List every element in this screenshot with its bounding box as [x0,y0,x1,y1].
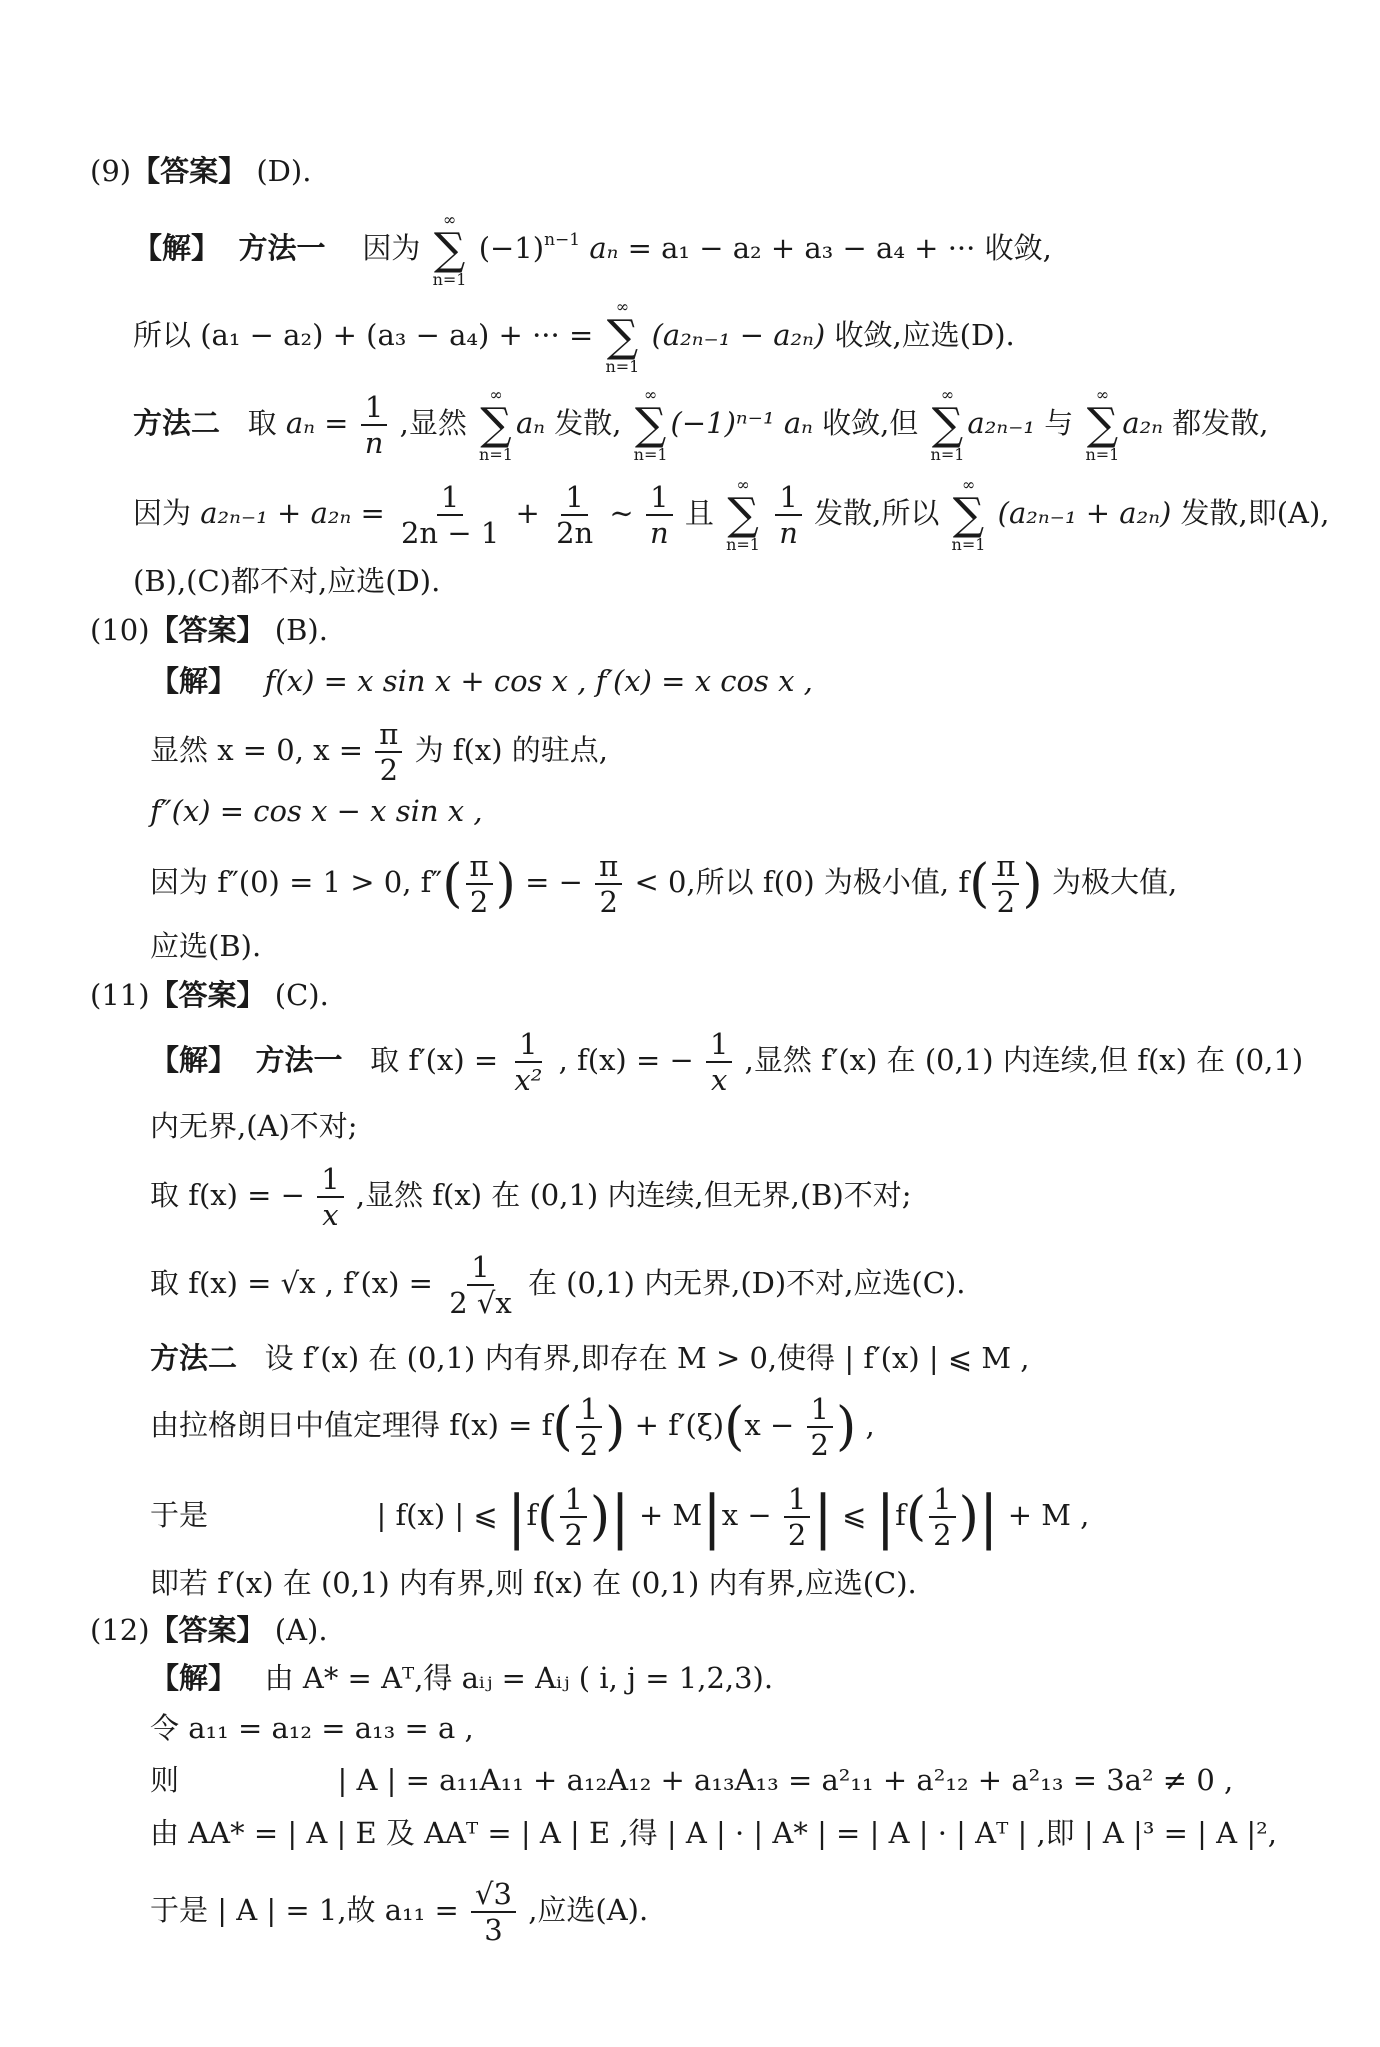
q12-l5-text2: ,应选(A). [528,1893,649,1927]
q11-line-3 [150,1155,912,1235]
q9-l3-text6: 都发散, [1172,406,1269,440]
q10-l4-text1: 因为 f″(0) = 1 > 0, f″ [150,865,443,899]
q11-line-7: 于是 | f(x) | ⩽ |f( $\frac{1}{2}$ )| + M|x − $\frac{1}{2}$ | ⩽ |f( $\frac{1}{2}$ )| + M , [150,1482,1090,1552]
q11-l6-text1: 由拉格朗日中值定理得 f(x) = f [150,1408,553,1442]
q9-l1-exp: n−1 [544,230,581,250]
q11-line-4 [150,1243,965,1323]
q9-l3-text1: 取 [247,406,277,440]
q12-l4: 由 AA* = | A | E 及 AAᵀ = | A | E ,得 | A | · | A* | = | A | · | Aᵀ | ,即 | A |³ = | A |², [150,1816,1277,1850]
q9-l2-term: (a₂ₙ₋₁ − a₂ₙ) [651,318,826,352]
q9-line-2 [133,295,1015,375]
fraction: $\frac{1}{2n}$ [556,480,594,550]
fraction: $\frac{1}{2}$ [560,1482,586,1552]
q12-line-3 [150,1762,1233,1798]
q10-answer-line [90,612,328,648]
q10-l1: f(x) = x sin x + cos x , f′(x) = x cos x , [264,664,813,698]
fraction: $\frac{1}{n}$ [775,480,802,550]
fraction: $\frac{1}{2n - 1}$ [400,480,500,550]
q10-solution-label: 【解】 [150,664,238,698]
q11-l1-text3: ,显然 f′(x) 在 (0,1) 内连续,但 f(x) 在 (0,1) [744,1043,1304,1077]
q10-number: (10) [90,613,150,647]
sum-symbol: ∞ ∑ n=1 [432,210,467,289]
q12-l5-text1: 于是 | A | = 1,故 a₁₁ = [150,1893,459,1927]
q12-l3-label: 则 [150,1763,180,1797]
q9-line-4: 因为 a₂ₙ₋₁ + a₂ₙ = $\frac{1}{2n - 1}$ + $\frac{1}{2n}$ ∼ $\frac{1}{n}$ 且 ∞ ∑ n=1 $\frac{1}{n}$ 发散,所以 ∞ ∑ n=1 (a₂ₙ₋₁ + a₂ₙ) 发散,即(A), [133,475,1330,554]
sum-symbol: ∞ ∑ n=1 [479,385,513,464]
q11-l7-text1: | f(x) | ⩽ [376,1498,498,1532]
sum-symbol: ∞ ∑ n=1 [951,475,986,554]
q9-line-5 [133,563,440,599]
q11-line-6: 由拉格朗日中值定理得 f(x) = f( $\frac{1}{2}$ ) + f′(ξ)(x − $\frac{1}{2}$ ) , [150,1392,875,1462]
q12-l2: 令 a₁₁ = a₁₂ = a₁₃ = a , [150,1711,474,1745]
q12-line-2 [150,1710,474,1746]
q11-l4-text2: 在 (0,1) 内无界,(D)不对,应选(C). [527,1266,966,1300]
q10-line-4: 因为 f″(0) = 1 > 0, f″( $\frac{\pi}{2}$ ) = − $\frac{\pi}{2}$ < 0,所以 f(0) 为极小值, f( $\frac{\pi}{2}$ ) 为极大值, [150,849,1178,919]
fraction: $\frac{√3}{3}$ [471,1877,516,1947]
fraction: $\frac{1}{2}$ [784,1482,810,1552]
q10-line-3 [150,793,483,829]
q9-l3-text4: 收敛,但 [822,406,919,440]
q10-l3: f″(x) = cos x − x sin x , [150,794,483,828]
q11-solution-label: 【解】 [150,1043,238,1077]
sum-symbol: ∞ ∑ n=1 [633,385,668,464]
q11-l6-text2: + f′(ξ) [634,1408,725,1442]
q9-l1-rest: = a₁ − a₂ + a₃ − a₄ + ··· 收敛, [627,231,1052,265]
q10-line-1 [150,663,813,699]
fraction: $\frac{1}{2}$ [807,1392,833,1462]
q9-method1-label: 方法一 [238,231,326,265]
q9-solution-label: 【解】 [133,231,221,265]
q9-l1-text: 因为 [362,231,421,265]
q9-answer: (D). [256,154,312,188]
q9-l3-text3: 发散, [554,406,622,440]
q9-l4-text4: 发散,即(A), [1180,496,1330,530]
q9-l3-text5: 与 [1044,406,1074,440]
q10-line-2 [150,712,608,788]
q11-answer-label: 【答案】 [149,978,266,1012]
q10-l5: 应选(B). [150,929,262,963]
q10-l4-text3: < 0,所以 f(0) 为极小值, f [634,865,970,899]
fraction: $\frac{1}{2}$ [929,1482,955,1552]
q11-line-5 [150,1340,1030,1376]
q11-l3-text1: 取 f(x) = − [150,1178,305,1212]
q11-l6-text3: x − [744,1408,795,1442]
q11-l3-text2: ,显然 f(x) 在 (0,1) 内连续,但无界,(B)不对; [355,1178,912,1212]
q10-l4-text4: 为极大值, [1051,865,1178,899]
q12-l3: | A | = a₁₁A₁₁ + a₁₂A₁₂ + a₁₃A₁₃ = a²₁₁ + a²₁₂ + a²₁₃ = 3a² ≠ 0 , [337,1763,1234,1797]
q11-l7-text6: + M , [1007,1498,1090,1532]
q11-line-8 [150,1565,917,1601]
q11-l8: 即若 f′(x) 在 (0,1) 内有界,则 f(x) 在 (0,1) 内有界,应选(C). [150,1566,917,1600]
fraction: $\frac{\pi}{2}$ [466,849,493,919]
fraction: $\frac{\pi}{2}$ [992,849,1019,919]
q12-answer: (A). [274,1613,328,1647]
q12-line-4 [150,1815,1277,1851]
q12-answer-line [90,1612,328,1648]
q10-answer: (B). [274,613,328,647]
q10-l2-text1: 显然 x = 0, x = [150,733,364,767]
q9-l4-text1: 因为 [133,496,192,530]
fraction: $\frac{1}{n}$ [361,390,388,460]
q12-line-5 [150,1870,648,1950]
fraction: $\frac{1}{2 √x}$ [449,1250,512,1320]
fraction: $\frac{1}{x}$ [706,1027,732,1097]
q11-method2-label: 方法二 [150,1341,238,1375]
sum-symbol: ∞ ∑ n=1 [930,385,965,464]
q12-line-1 [150,1660,773,1696]
q9-answer-line [90,153,311,189]
q11-l2: 内无界,(A)不对; [150,1109,358,1143]
sum-symbol: ∞ ∑ n=1 [605,297,640,376]
fraction: $\frac{1}{\text{x²}}$ [514,1027,543,1097]
fraction: $\frac{\pi}{2}$ [595,849,622,919]
q9-l5-text: (B),(C)都不对,应选(D). [133,564,441,598]
fraction: $\frac{1}{x}$ [317,1162,343,1232]
q12-answer-label: 【答案】 [149,1613,266,1647]
q10-l4-text2: = − [525,865,583,899]
fraction: $\frac{1}{2}$ [576,1392,602,1462]
q9-l4-text3: 发散,所以 [814,496,940,530]
q9-l1-series: (−1) [478,231,545,265]
q11-answer-line [90,977,329,1013]
q11-l1-text2: , f(x) = − [558,1043,694,1077]
q10-l2-text2: 为 f(x) 的驻点, [414,733,608,767]
q9-number: (9) [90,154,132,188]
q9-l3-text2: ,显然 [399,406,467,440]
q11-l4-text1: 取 f(x) = √x , f′(x) = [150,1266,433,1300]
q11-l5: 设 f′(x) 在 (0,1) 内有界,即存在 M > 0,使得 | f′(x) | ⩽ M , [264,1341,1030,1375]
q11-l6-text4: , [865,1408,875,1442]
q9-method2-label: 方法二 [133,406,221,440]
q9-l4-text2: 且 [684,496,714,530]
sum-symbol: ∞ ∑ n=1 [1085,385,1120,464]
q12-l1: 由 A* = Aᵀ,得 aᵢⱼ = Aᵢⱼ ( i, j = 1,2,3). [264,1661,774,1695]
q9-l2-text1: 所以 (a₁ − a₂) + (a₃ − a₄) + ··· = [133,318,594,352]
q11-l7-label: 于是 [150,1498,209,1532]
q10-line-5 [150,928,261,964]
q9-line-3: 方法二 取 aₙ = $\frac{1}{n}$ ,显然 ∞ ∑ n=1 aₙ 发散, ∞ ∑ n=1 (−1)ⁿ⁻¹ aₙ 收敛,但 ∞ ∑ n=1 a₂ₙ₋₁ 与 ∞ ∑ n=1 a₂ₙ 都发散, [133,385,1269,464]
q11-number: (11) [90,978,150,1012]
q9-l1-an: aₙ [589,231,619,265]
q11-l1-text1: 取 f′(x) = [370,1043,499,1077]
q9-l2-text2: 收敛,应选(D). [834,318,1015,352]
q9-answer-label: 【答案】 [131,154,248,188]
q11-line-1 [150,1020,1303,1100]
q10-answer-label: 【答案】 [149,613,266,647]
q11-answer: (C). [274,978,329,1012]
q12-solution-label: 【解】 [150,1661,238,1695]
q9-line-1 [133,208,1052,293]
q11-line-2 [150,1108,358,1144]
fraction: $\frac{1}{n}$ [646,480,673,550]
q12-number: (12) [90,1613,150,1647]
q11-method1-label: 方法一 [255,1043,343,1077]
fraction: $\frac{\pi}{2}$ [375,717,402,787]
q11-l7-text3: + M [638,1498,703,1532]
sum-symbol: ∞ ∑ n=1 [726,475,760,554]
